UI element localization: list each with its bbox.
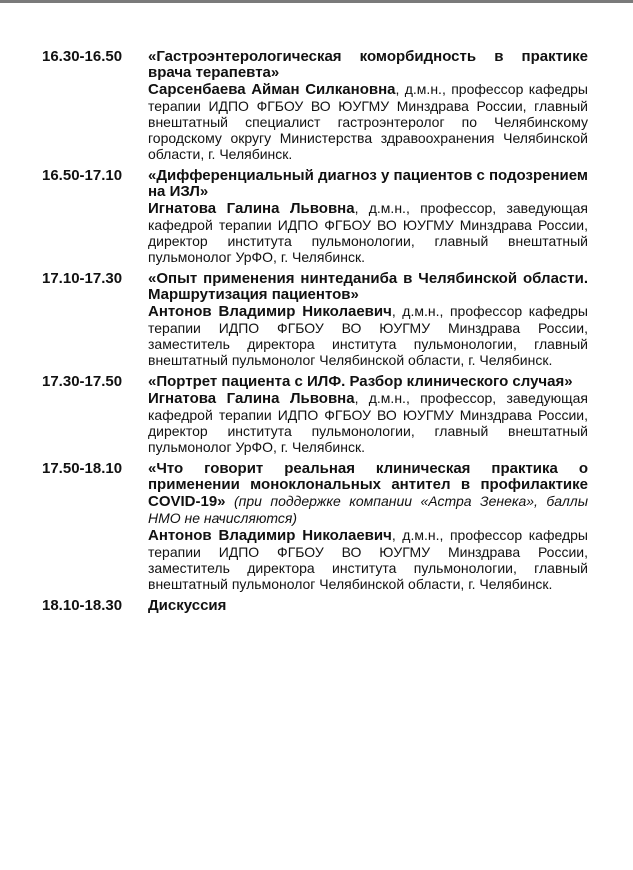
session-time: 16.50-17.10 xyxy=(42,167,123,184)
session-time: 17.10-17.30 xyxy=(42,270,123,287)
agenda-item xyxy=(42,271,588,368)
session-title xyxy=(148,461,588,527)
speaker-info: , д.м.н., профессор кафедры терапии ИДПО ФГБОУ ВО ЮУГМУ Минздрава России, заместитель директора института пульмонологии, главный внештатный пульмонолог Челябинской области, г. Челябинск. xyxy=(148,527,588,592)
speaker-name: Антонов Владимир Николаевич xyxy=(148,303,392,320)
speaker xyxy=(148,200,588,265)
session-time: 17.30-17.50 xyxy=(42,373,123,390)
session-title-text: «Портрет пациента с ИЛФ. Разбор клинического случая» xyxy=(148,373,573,390)
speaker-name: Игнатова Галина Львовна xyxy=(148,200,355,217)
agenda-list xyxy=(42,49,588,620)
agenda-item xyxy=(42,461,588,592)
speaker-name: Игнатова Галина Львовна xyxy=(148,390,355,407)
agenda-item xyxy=(42,49,588,162)
session-time: 16.30-16.50 xyxy=(42,48,123,65)
speaker xyxy=(148,303,588,368)
session-time: 17.50-18.10 xyxy=(42,460,123,477)
session-note: (при поддержке компании «Астра Зенека», баллы НМО не начисляются) xyxy=(148,493,588,526)
speaker-info: , д.м.н., профессор кафедры терапии ИДПО ФГБОУ ВО ЮУГМУ Минздрава России, главный внештатный специалист гастроэнтеролог по Челябинскому городскому округу Министерства здравоохранения Челябинской области, г. Челябинск. xyxy=(148,81,588,162)
session-title xyxy=(148,168,588,200)
session-title-text: «Дифференциальный диагноз у пациентов с подозрением на ИЗЛ» xyxy=(148,167,588,200)
session-title xyxy=(148,374,588,390)
session-time: 18.10-18.30 xyxy=(42,597,123,614)
session-title xyxy=(148,49,588,81)
top-border xyxy=(0,0,633,3)
session-title-text: «Что говорит реальная клиническая практика о применении моноклональных антител в профилактике COVID-19» xyxy=(148,460,588,510)
session-content xyxy=(148,49,588,162)
agenda-item xyxy=(42,168,588,265)
agenda-item xyxy=(42,598,588,614)
speaker xyxy=(148,527,588,592)
speaker-info: , д.м.н., профессор, заведующая кафедрой терапии ИДПО ФГБОУ ВО ЮУГМУ Минздрава России, директор института пульмонологии, главный внештатный пульмонолог УрФО, г. Челябинск. xyxy=(148,390,588,455)
session-content xyxy=(148,598,588,614)
speaker-name: Сарсенбаева Айман Силкановна xyxy=(148,81,396,98)
session-title xyxy=(148,271,588,303)
speaker-info: , д.м.н., профессор кафедры терапии ИДПО ФГБОУ ВО ЮУГМУ Минздрава России, заместитель директора института пульмонологии, главный внештатный пульмонолог Челябинской области, г. Челябинск. xyxy=(148,303,588,368)
session-content xyxy=(148,374,588,455)
speaker xyxy=(148,390,588,455)
agenda-item xyxy=(42,374,588,455)
session-content xyxy=(148,168,588,265)
speaker xyxy=(148,81,588,162)
session-title-text: Дискуссия xyxy=(148,597,227,614)
session-title-text: «Опыт применения нинтеданиба в Челябинской области. Маршрутизация пациентов» xyxy=(148,270,588,303)
speaker-name: Антонов Владимир Николаевич xyxy=(148,527,392,544)
session-content xyxy=(148,461,588,592)
speaker-info: , д.м.н., профессор, заведующая кафедрой терапии ИДПО ФГБОУ ВО ЮУГМУ Минздрава России, директор института пульмонологии, главный внештатный пульмонолог УрФО, г. Челябинск. xyxy=(148,200,588,265)
session-title xyxy=(148,598,588,614)
session-content xyxy=(148,271,588,368)
session-title-text: «Гастроэнтерологическая коморбидность в практике врача терапевта» xyxy=(148,48,588,81)
